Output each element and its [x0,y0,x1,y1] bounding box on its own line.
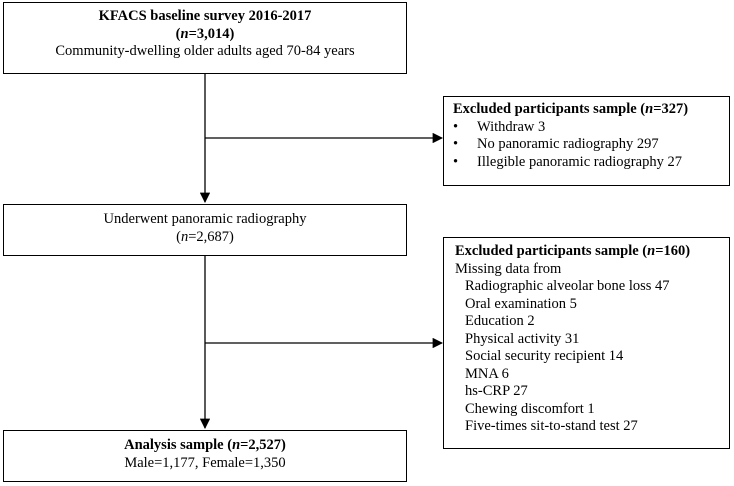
excluded-box-1 [443,96,730,186]
excluded1-item: • Illegible panoramic radiography 27 [453,153,682,170]
excluded2-item: Oral examination 5 [465,295,577,312]
radiography-box [3,204,407,256]
radiography-n: (n=2,687) [176,228,234,245]
excluded2-item: Chewing discomfort 1 [465,400,595,417]
radiography-title: Underwent panoramic radiography [103,211,307,227]
excluded2-item: MNA 6 [465,365,509,382]
excluded1-title: Excluded participants sample (n=327) [453,101,689,117]
baseline-subtitle: Community-dwelling older adults aged 70-84 years [55,43,355,59]
excluded2-item: Radiographic alveolar bone loss 47 [465,278,670,294]
baseline-title: KFACS baseline survey 2016-2017 [98,8,312,24]
analysis-title: Analysis sample (n=2,527) [124,437,286,453]
excluded1-item: • Withdraw 3 [453,118,546,135]
excluded2-title: Excluded participants sample (n=160) [455,243,691,259]
excluded-box-2 [443,237,730,449]
baseline-box [3,2,407,74]
baseline-n: (n=3,014) [175,25,235,42]
excluded2-subheading: Missing data from [455,260,562,277]
analysis-subtitle: Male=1,177, Female=1,350 [124,454,286,471]
excluded2-item: Five-times sit-to-stand test 27 [465,418,638,434]
excluded2-item: Physical activity 31 [465,330,580,347]
excluded2-item: Social security recipient 14 [465,348,624,364]
excluded2-item: hs-CRP 27 [465,383,528,399]
excluded2-item: Education 2 [465,313,535,329]
excluded1-item: • No panoramic radiography 297 [453,136,659,152]
analysis-box [3,430,407,482]
